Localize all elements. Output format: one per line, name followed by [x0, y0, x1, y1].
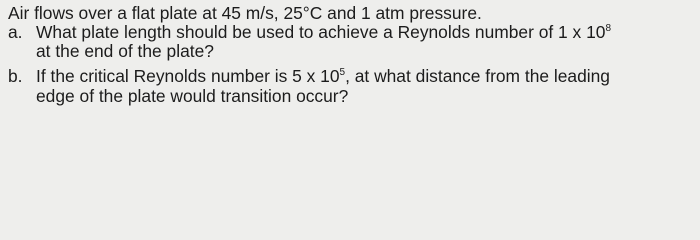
part-b-exponent: 5	[339, 67, 346, 78]
part-a-line-2: at the end of the plate?	[36, 41, 214, 61]
part-b-line-2: edge of the plate would transition occur?	[36, 86, 349, 106]
part-b-question-continuation: , at what distance from the leading	[345, 66, 610, 86]
part-b-label: b.	[8, 66, 23, 86]
problem-intro: Air flows over a flat plate at 45 m/s, 25°C and 1 atm pressure.	[8, 3, 482, 23]
part-a-label: a.	[8, 22, 23, 42]
part-a-question-text: What plate length should be used to achieve a Reynolds number of 1 x 10	[36, 22, 606, 42]
part-b-question-text: If the critical Reynolds number is 5 x 10	[36, 66, 340, 86]
part-b-line-1	[8, 66, 610, 86]
part-a-exponent: 8	[605, 23, 611, 34]
part-a-line-1	[8, 22, 611, 42]
